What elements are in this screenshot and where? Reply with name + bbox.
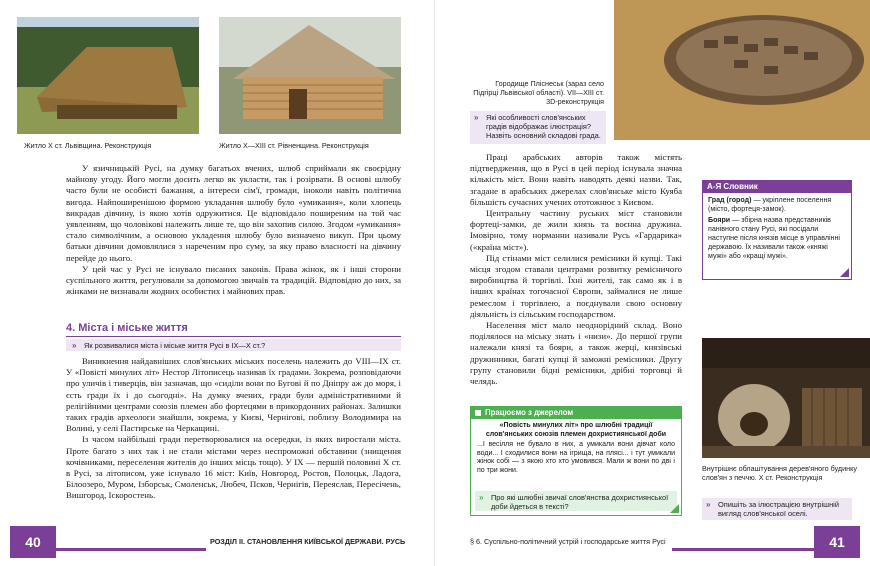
corner-triangle-icon bbox=[840, 268, 849, 277]
dictionary-header bbox=[703, 181, 851, 193]
footer-bar bbox=[672, 548, 822, 551]
arrow-icon: » bbox=[479, 493, 484, 502]
page-number-left: 40 bbox=[10, 526, 56, 558]
dictionary-definition: — укріплене поселення (місто, фортеця-замок). bbox=[708, 196, 832, 213]
right-text-block bbox=[470, 152, 682, 387]
photo-house-interior bbox=[702, 338, 870, 458]
photo1-caption: Житло X ст. Львівщина. Реконструкція bbox=[24, 141, 152, 150]
section-heading: 4. Міста і міське життя bbox=[66, 322, 188, 334]
dictionary-definition: — збірна назва представників панівного стану Русі, які посідали наступне після князів місце в управлінні державою. Їх називали також «княжі мужі» або «кращі мужі». bbox=[708, 216, 840, 260]
paragraph: Населення міст мало неоднорідний склад. Воно поділялося на міську знать і «низи». До першої групи належали князі та бояри, а також жерці, князівські дружинники, багаті купці й заможні ремісники. Другу групу становили бідні ремісники, дрібні торговці й челядь. bbox=[470, 320, 682, 387]
photo4-caption: Внутрішнє облаштування дерев'яного будинку слов'ян з печчю. X ст. Реконструкція bbox=[702, 464, 857, 482]
photo3-question bbox=[474, 113, 604, 140]
photo-thatched-hut bbox=[17, 17, 199, 134]
source-question bbox=[479, 493, 669, 511]
corner-triangle-icon bbox=[670, 504, 679, 513]
photo2-caption: Житло X—XIII ст. Рівненщина. Реконструкція bbox=[219, 141, 369, 150]
section-rule bbox=[66, 336, 401, 337]
dictionary-icon: А-Я bbox=[707, 182, 724, 191]
photo-hillfort-3d bbox=[614, 0, 870, 140]
left-text-block-2 bbox=[66, 356, 401, 502]
paragraph: Виникнення найдавніших слов'янських міських поселень належить до VIII—IX ст. У «Повісті минулих літ» Нестор Літописець називав їх градами. Зокрема, розповідаючи про уличів і тиверців, він зазначав, що «сиділи вони по Бугові й по Дніпру аж до моря, і єсть гради їх і до сьогодні». На думку вчених, гради були адміністративними й релігійними центрами союзів племен або фортецями в прикордонних районах. Залишки таких градів археологи знайшли, зокрема, у Києві, Чернігові, поблизу Володимира на Волині, у селі Пастирське на Черкащині. bbox=[66, 356, 401, 434]
paragraph: Центральну частину руських міст становили фортеці-замки, де жили князь та воєнна дружина. Імовірно, тому норманни називали Русь «Гардарика» («країна міст»). bbox=[470, 208, 682, 252]
page-divider bbox=[434, 0, 435, 566]
arrow-icon: » bbox=[72, 341, 77, 350]
page-number-right: 41 bbox=[814, 526, 860, 558]
section-question bbox=[72, 341, 392, 350]
paragraph: Під стінами міст селилися ремісники й купці. Такі місця згодом ставали центрами розвитку ремісничого виробництва й торгівлі. Їхні жителі, так само як і в інших країнах тогочасної Європи, займалися не лише ремеслом і торгівлею, а поєднували свою основну діяльність із сільським господарством. bbox=[470, 252, 682, 319]
footer-bar bbox=[56, 548, 206, 551]
footer-left: РОЗДІЛ II. СТАНОВЛЕННЯ КИЇВСЬКОЇ ДЕРЖАВИ. РУСЬ bbox=[210, 537, 406, 546]
dictionary-entry bbox=[708, 196, 846, 214]
source-question-box bbox=[475, 491, 677, 511]
paragraph: У цей час у Русі не існувало писаних законів. Права жінок, як і інші сторони суспільного життя, регулювали за допомогою звичаїв та традицій. Відповідно до них, за жінками не визнавали жодних особистих і майнових прав. bbox=[66, 263, 401, 297]
question-text: Які особливості слов'янських градів відображає ілюстрація? Назвіть основний складові града. bbox=[486, 113, 601, 140]
photo4-question bbox=[706, 500, 852, 518]
arrow-icon: » bbox=[474, 113, 479, 122]
source-header bbox=[471, 407, 681, 419]
source-box bbox=[470, 406, 682, 516]
document-icon bbox=[475, 410, 481, 416]
dictionary-title: Словник bbox=[723, 182, 758, 191]
paragraph: Із часом найбільші гради перетворювалися на осередки, із яких виростали міста. Проте багато з них так і не стали містами через неспроможні обставини (знищення кочівниками, переселення жителів до інших місць тощо). У IX — першій половині X ст. в Русі, за літописом, уже існувало 16 міст: Київ, Новгород, Ростов, Полоцьк, Ладога, Білоозеро, Муром, Ізборськ, Смоленськ, Любеч, Псков, Чернігів, Переяслав, Пересічень, Вишгород, Іскоростень. bbox=[66, 434, 401, 501]
dictionary-term: Град (город) bbox=[708, 196, 752, 204]
photo3-caption: Городище Пліснеськ (зараз село Підгірці Львівської області). VII—XIII ст. 3D-реконструкція bbox=[473, 79, 604, 106]
photo-log-house bbox=[219, 17, 401, 134]
paragraph: Праці арабських авторів також містять підтвердження, що в Русі в цей період існувала значна кількість міст. Вони навіть наводять деякі назви. Так, згадане в арабських джерелах слов'янське місто Куяба більшість сучасних учених ототожнює з Києвом. bbox=[470, 152, 682, 207]
source-title: «Повість минулих літ» про шлюбні традиції слов'янських союзів племен дохристиянської доби bbox=[485, 422, 667, 438]
question-text: Як розвивалися міста і міське життя Русі в IX—X ст.? bbox=[84, 341, 266, 350]
footer-right: § 6. Суспільно-політичний устрій і господарське життя Русі bbox=[470, 537, 666, 546]
left-text-block-1 bbox=[66, 163, 401, 297]
source-text: ...І весілля не бувало в них, а умикали вони дівчат коло води... І сходилися вони на ігрища, на плясі... і тут умикали жінок собі — з якою хто хто умовився. Мали ж вони по дві і по три жони. bbox=[477, 441, 675, 474]
question-text: Про які шлюбні звичаї слов'янства дохристиянської доби йдеться в тексті? bbox=[491, 493, 669, 511]
arrow-icon: » bbox=[706, 500, 711, 509]
source-header-label: Працюємо з джерелом bbox=[485, 408, 574, 417]
dictionary-entry bbox=[708, 216, 846, 261]
dictionary-body bbox=[703, 193, 851, 264]
dictionary-box bbox=[702, 180, 852, 280]
paragraph: У язичницькій Русі, на думку багатьох вчених, шлюб сприймали як своєрідну майнову угоду. Його могли досить легко як укласти, так і розірвати. В основі шлюбу часто були не особисті бажання, а інтереси сім'ї, громади, іноколи навіть політична вигода. Найпоширенішою формою укладання шлюбу було «умикання», коли хлопець викрадав дівчину, із якою хотів одружитися. Це відповідало поширеним на той час уявленням, що чоловікові належить лише те, що він захопив силою. Згодом «умикання» стало символічним, а основою укладення шлюбу було визначено викуп. При цьому батьки дівчини домовлялися з нареченим про суму, за яку право власності на дівчину перейде до нього. bbox=[66, 163, 401, 263]
dictionary-term: Бояри bbox=[708, 216, 731, 224]
question-text: Опишіть за ілюстрацією внутрішній вигляд слов'янської оселі. bbox=[718, 500, 839, 518]
